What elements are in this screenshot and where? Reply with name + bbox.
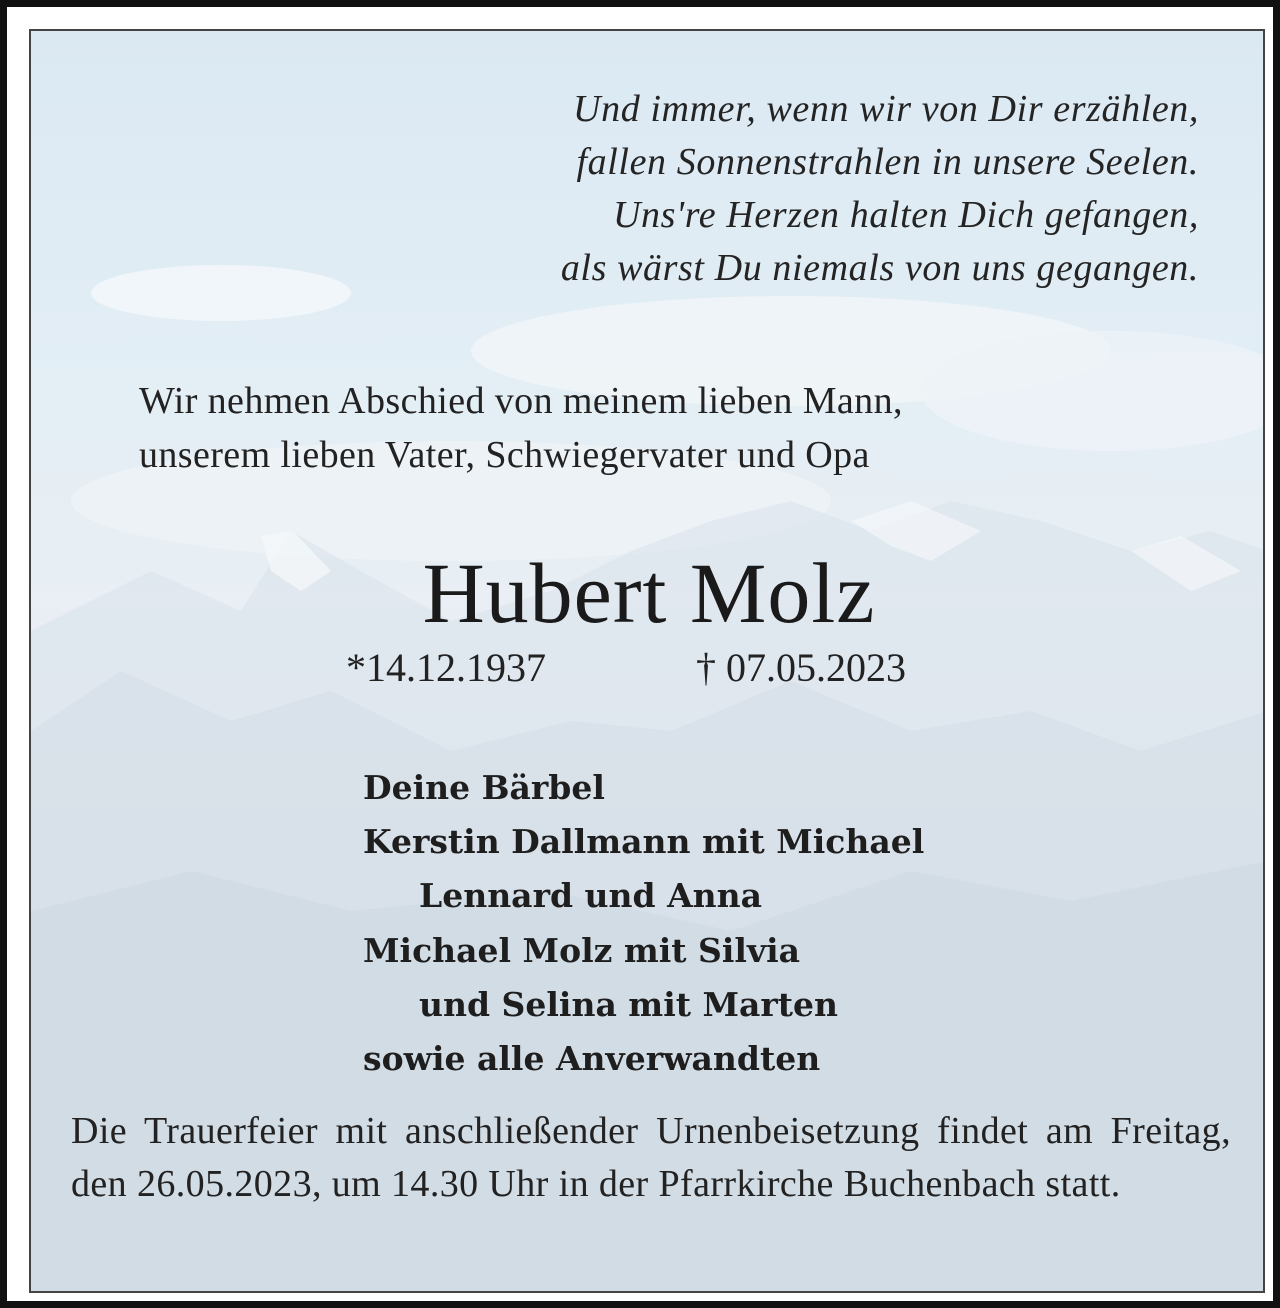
mourner-line: sowie alle Anverwandten <box>363 1039 821 1079</box>
poem-line: Uns're Herzen halten Dich gefangen, <box>613 194 1199 236</box>
poem-line: Und immer, wenn wir von Dir erzählen, <box>573 88 1199 130</box>
intro-line: Wir nehmen Abschied von meinem lieben Mann, <box>139 380 903 422</box>
mourner-line: Michael Molz mit Silvia <box>363 930 801 970</box>
poem-line: fallen Sonnenstrahlen in unsere Seelen. <box>576 141 1199 183</box>
poem-line: als wärst Du niemals von uns gegangen. <box>560 247 1199 289</box>
birth-date: *14.12.1937 <box>346 645 546 690</box>
funeral-notice: Die Trauerfeier mit anschließender Urnenbeisetzung findet am Freitag, den 26.05.2023, um 14.30 Uhr in der Pfarrkirche Buchenbach statt. <box>71 1110 1231 1205</box>
mourner-line: Deine Bärbel <box>363 768 605 807</box>
farewell-intro <box>139 374 903 482</box>
mourner-line: und Selina mit Marten <box>419 984 839 1024</box>
mourners-list <box>363 761 924 1086</box>
death-date: † 07.05.2023 <box>696 645 906 690</box>
mourner-line: Kerstin Dallmann mit Michael <box>363 822 925 862</box>
mourner-line: Lennard und Anna <box>419 876 763 916</box>
obituary-card <box>29 29 1265 1293</box>
poem-verse <box>561 83 1199 295</box>
intro-line: unserem lieben Vater, Schwiegervater und Opa <box>139 434 870 476</box>
deceased-name: Hubert Molz <box>422 545 876 641</box>
